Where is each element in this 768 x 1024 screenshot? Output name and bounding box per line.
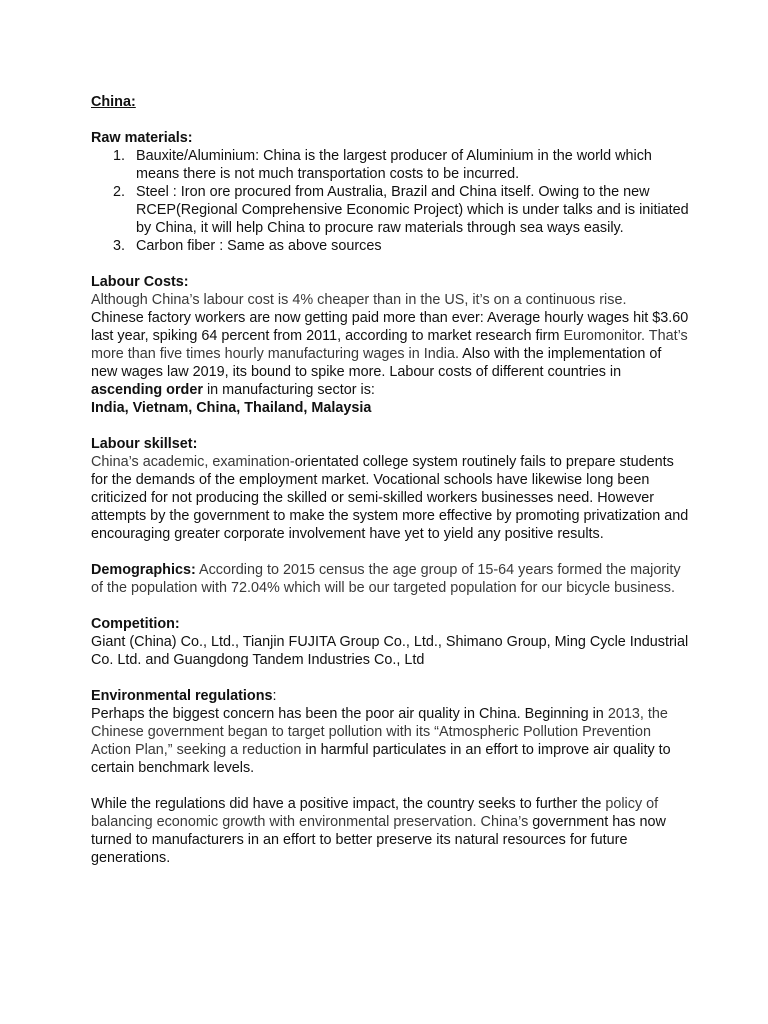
raw-materials-list	[91, 147, 691, 255]
labour-costs-text-d: in manufacturing sector is:	[202, 382, 375, 398]
document-body	[91, 93, 691, 867]
country-heading: China:	[91, 94, 136, 110]
list-item-number: 2.	[113, 184, 126, 200]
environmental-text-2c: government has now turned to manufacturers in an effort to better preserve its natural resources for future generations.	[91, 814, 666, 866]
labour-skillset-text-b: orientated college system routinely fails to prepare students for the demands of the employment market. Vocational schools have likewise long been criticized for not producing the skilled or semi-skilled workers businesses need. However attempts by the government to make the system more effective by promoting privatization and encouraging greater corporate involvement have yet to yield any positive results.	[91, 454, 689, 542]
environmental-text-1b: 2013, the Chinese government began to target pollution with its “Atmospheric Pollution Prevention Action Plan,” seeking a reduction	[91, 706, 668, 758]
environmental-paragraph-1	[91, 705, 691, 777]
list-item	[91, 147, 691, 183]
environmental-text-2a: While the regulations did have a positive impact, the country seeks to further the	[91, 796, 602, 812]
environmental-colon: :	[272, 688, 277, 704]
list-item-number: 1.	[113, 148, 126, 164]
labour-costs-heading: Labour Costs:	[91, 274, 189, 290]
labour-skillset-heading: Labour skillset:	[91, 436, 198, 452]
ascending-order-emphasis: ascending order	[91, 382, 203, 398]
labour-costs-paragraph	[91, 309, 691, 399]
labour-costs-text-a: Chinese factory workers are now getting paid more than ever: Average hourly wages hit $3.60 last year, spiking 64 percent from 2011, according to market research firm	[91, 310, 689, 344]
list-item	[91, 237, 691, 255]
environmental-heading: Environmental regulations	[91, 688, 273, 704]
environmental-heading-line	[91, 687, 691, 705]
list-item-text: Carbon fiber : Same as above sources	[136, 238, 382, 254]
list-item	[91, 183, 691, 237]
competition-heading: Competition:	[91, 616, 180, 632]
demographics-text: According to 2015 census the age group of 15-64 years formed the majority of the population with 72.04% which will be our targeted population for our bicycle business.	[91, 562, 681, 596]
competition-text: Giant (China) Co., Ltd., Tianjin FUJITA Group Co., Ltd., Shimano Group, Ming Cycle Industrial Co. Ltd. and Guangdong Tandem Industries Co., Ltd	[91, 634, 689, 668]
labour-costs-text-c: Also with the implementation of new wages law 2019, its bound to spike more. Labour costs of different countries in	[91, 346, 662, 380]
environmental-text-2b: policy of balancing economic growth with environmental preservation. China’s	[91, 796, 659, 830]
labour-costs-text-b: Euromonitor. That’s more than five times hourly manufacturing wages in India.	[91, 328, 688, 362]
labour-skillset-paragraph	[91, 453, 691, 543]
list-item-text: Steel : Iron ore procured from Australia, Brazil and China itself. Owing to the new RCEP(Regional Comprehensive Economic Project) which is under talks and is initiated by China, it will help China to procure raw materials through sea ways easily.	[136, 184, 689, 236]
list-item-text: Bauxite/Aluminium: China is the largest producer of Aluminium in the world which means there is not much transportation costs to be incurred.	[136, 148, 652, 182]
demographics-paragraph	[91, 561, 691, 597]
raw-materials-heading: Raw materials:	[91, 130, 193, 146]
labour-skillset-text-a: China’s academic, examination-	[91, 454, 295, 470]
labour-costs-intro: Although China’s labour cost is 4% cheaper than in the US, it’s on a continuous rise.	[91, 292, 627, 308]
demographics-heading: Demographics:	[91, 562, 196, 578]
country-order: India, Vietnam, China, Thailand, Malaysia	[91, 400, 372, 416]
environmental-paragraph-2	[91, 795, 691, 867]
list-item-number: 3.	[113, 238, 126, 254]
environmental-text-1c: in harmful particulates in an effort to improve air quality to certain benchmark levels.	[91, 742, 671, 776]
environmental-text-1a: Perhaps the biggest concern has been the poor air quality in China. Beginning in	[91, 706, 604, 722]
